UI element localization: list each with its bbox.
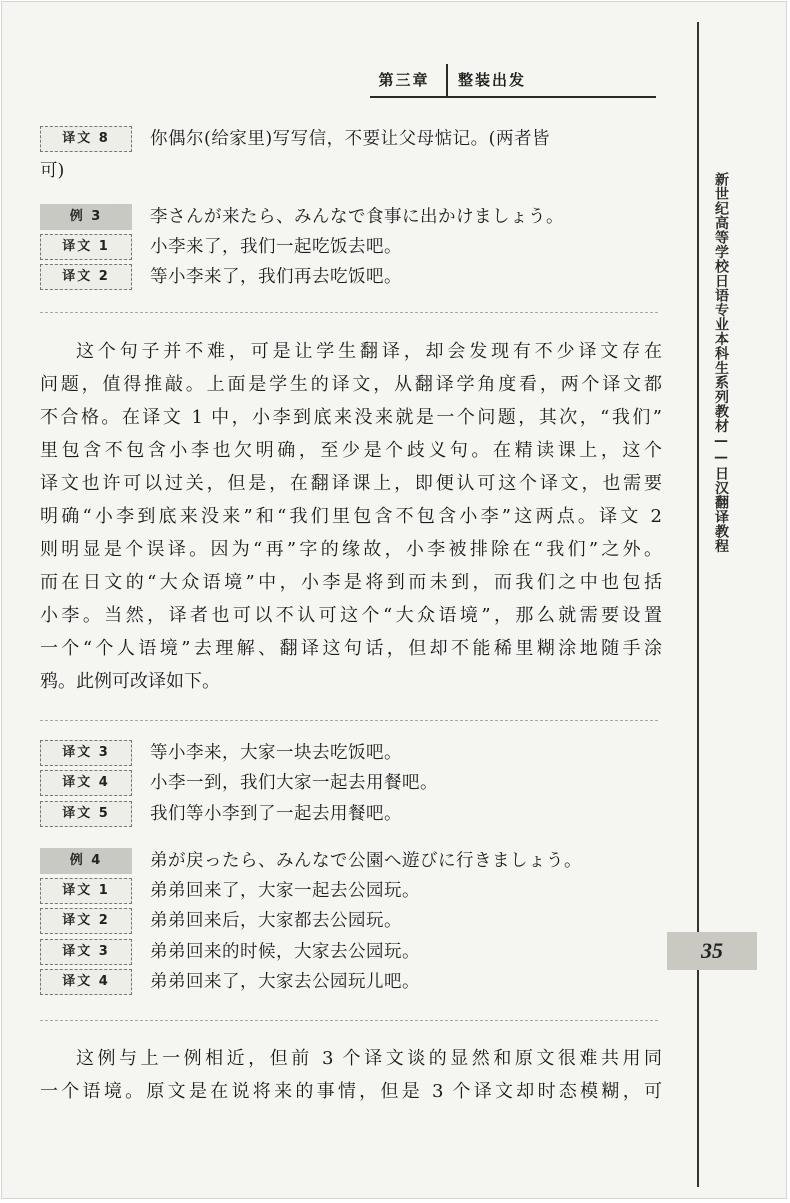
commentary-paragraph	[40, 1042, 662, 1108]
commentary-paragraph	[40, 335, 662, 698]
paragraph-line: 明确“小李到底来没来”和“我们里包含不包含小李”这两点。译文 2	[40, 506, 662, 527]
section-divider	[40, 312, 658, 313]
page-number: 35	[667, 932, 757, 970]
section-divider	[40, 720, 658, 721]
translation-label: 译文 1	[40, 878, 132, 904]
example-source-text: 弟が戻ったら、みんなで公園へ遊びに行きましょう。	[150, 851, 582, 871]
section-divider	[40, 1020, 658, 1021]
margin-rule	[697, 22, 699, 1187]
translation-text: 弟弟回来后，大家都去公园玩。	[150, 911, 402, 931]
paragraph-line: 一个“个人语境”去理解、翻译这句话，但却不能稀里糊涂地随手涂	[40, 638, 662, 659]
translation-label: 译文 4	[40, 969, 132, 995]
translation-label: 译文 2	[40, 908, 132, 934]
translation-text: 弟弟回来了，大家去公园玩儿吧。	[150, 972, 420, 992]
paragraph-line: 译文也许可以过关，但是，在翻译课上，即便认可这个译文，也需要	[40, 473, 662, 494]
paragraph-line: 小李。当然，译者也可以不认可这个“大众语境”，那么就需要设置	[40, 605, 662, 626]
translation-text: 弟弟回来了，大家一起去公园玩。	[150, 881, 420, 901]
example-label: 例 3	[40, 204, 132, 230]
translation-label: 译文 3	[40, 740, 132, 766]
translation-label: 译文 5	[40, 801, 132, 827]
paragraph-line: 而在日文的“大众语境”中，小李是将到而未到，而我们之中也包括	[40, 572, 662, 593]
book-page	[1, 1, 787, 1199]
paragraph-line: 里包含不包含小李也欠明确，至少是个歧义句。在精读课上，这个	[40, 440, 662, 461]
translation-text: 你偶尔(给家里)写写信，不要让父母惦记。(两者皆	[150, 129, 550, 149]
translation-label: 译文 8	[40, 126, 132, 152]
example-label: 例 4	[40, 848, 132, 874]
paragraph-line: 鸦。此例可改译如下。	[40, 671, 220, 692]
header-rule	[370, 96, 656, 98]
translation-text-continued: 可)	[40, 161, 65, 181]
translation-text: 小李来了，我们一起吃饭去吧。	[150, 237, 402, 257]
translation-text: 我们等小李到了一起去用餐吧。	[150, 804, 402, 824]
paragraph-line: 这个句子并不难，可是让学生翻译，却会发现有不少译文存在	[76, 341, 662, 362]
header-separator	[446, 64, 448, 98]
translation-text: 等小李来，大家一块去吃饭吧。	[150, 743, 402, 763]
paragraph-line: 一个语境。原文是在说将来的事情，但是 3 个译文却时态模糊，可	[40, 1081, 662, 1102]
paragraph-line: 则明显是个误译。因为“再”字的缘故，小李被排除在“我们”之外。	[40, 539, 662, 560]
series-title: 新世纪高等学校日语专业本科生系列教材——日汉翻译教程	[713, 172, 729, 553]
translation-label: 译文 2	[40, 264, 132, 290]
paragraph-line: 不合格。在译文 1 中，小李到底来没来就是一个问题，其次，“我们”	[40, 407, 662, 428]
example-source-text: 李さんが来たら、みんなで食事に出かけましょう。	[150, 207, 564, 227]
chapter-label: 第三章	[378, 71, 430, 89]
translation-label: 译文 4	[40, 770, 132, 796]
paragraph-line: 这例与上一例相近，但前 3 个译文谈的显然和原文很难共用同	[76, 1048, 662, 1069]
running-header	[370, 64, 656, 98]
chapter-title: 整装出发	[458, 71, 527, 89]
translation-text: 等小李来了，我们再去吃饭吧。	[150, 267, 402, 287]
translation-text: 小李一到，我们大家一起去用餐吧。	[150, 773, 438, 793]
translation-text: 弟弟回来的时候，大家去公园玩。	[150, 942, 420, 962]
translation-label: 译文 3	[40, 939, 132, 965]
translation-label: 译文 1	[40, 234, 132, 260]
paragraph-line: 问题，值得推敲。上面是学生的译文，从翻译学角度看，两个译文都	[40, 374, 662, 395]
